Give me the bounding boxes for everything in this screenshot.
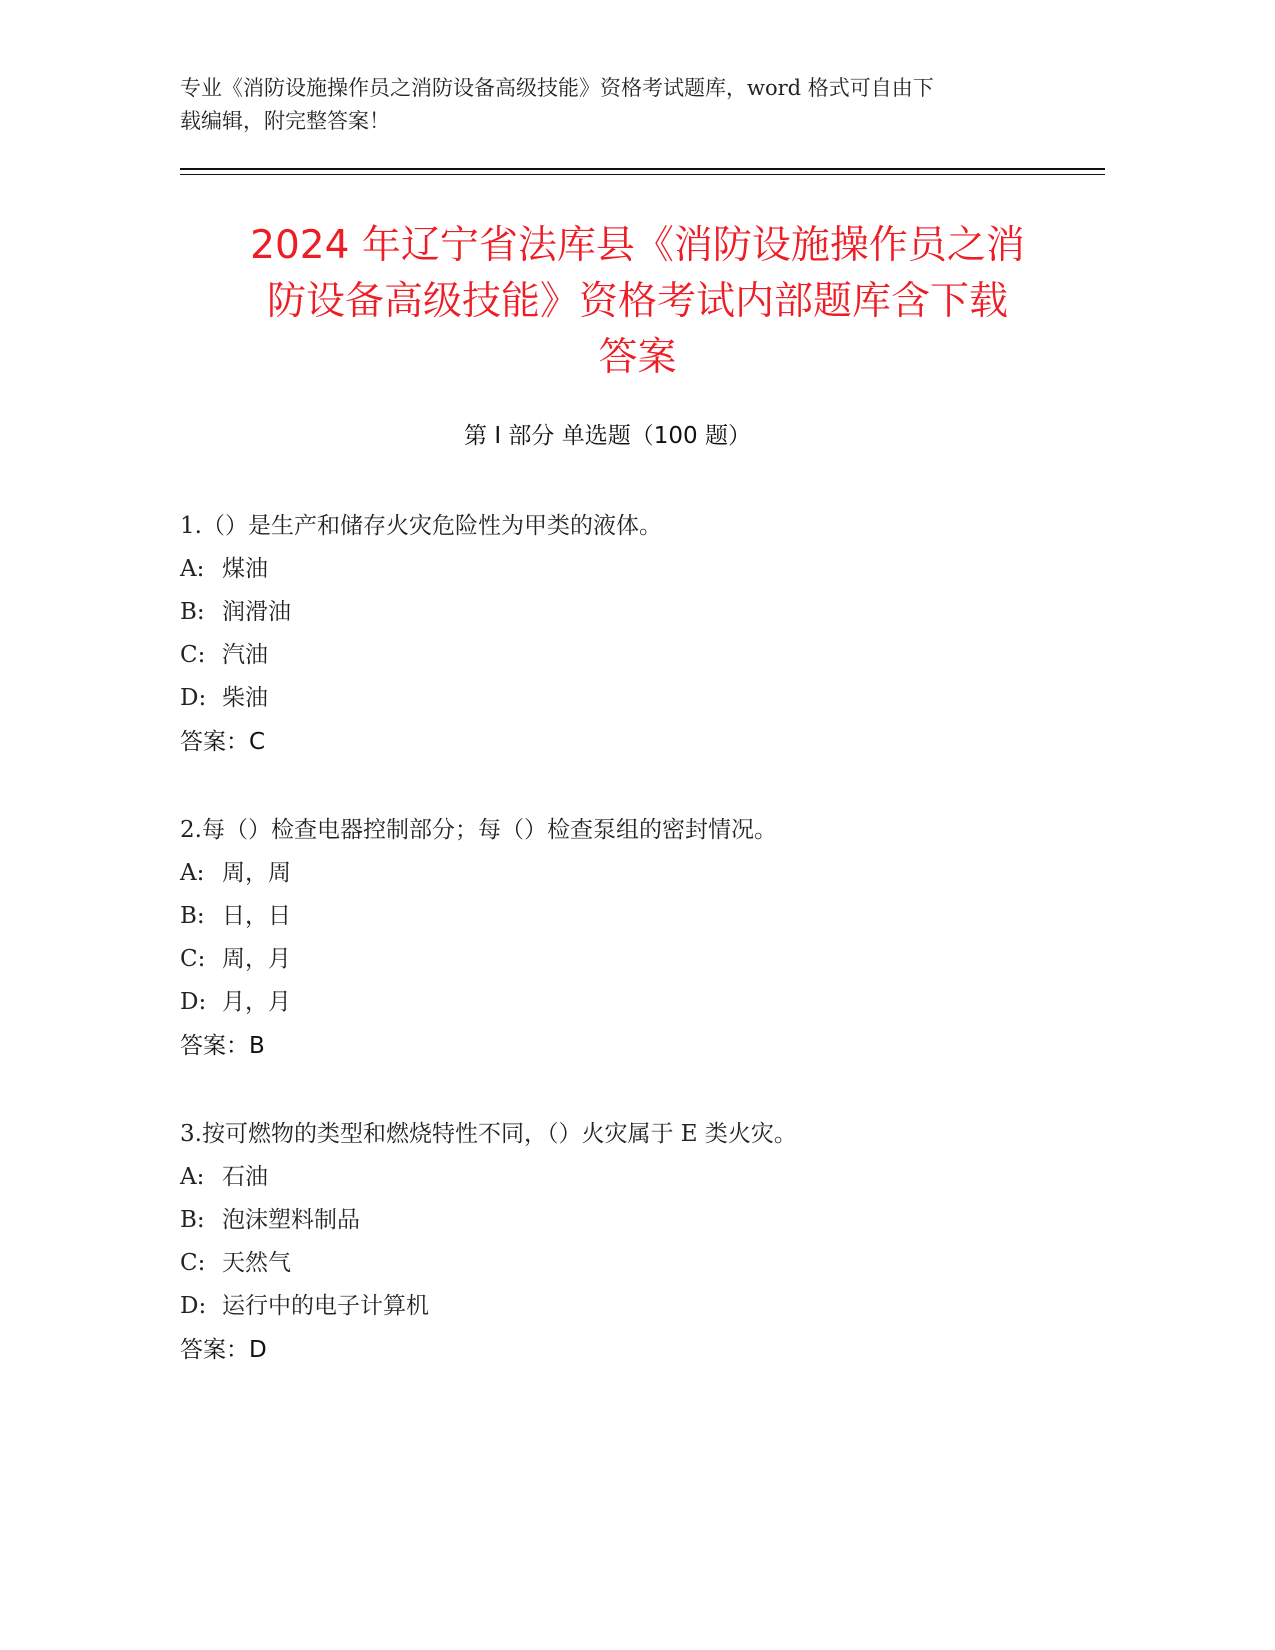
title-line-3: 答案: [598, 335, 677, 380]
option-key: A:: [180, 860, 205, 886]
option-key: B:: [180, 903, 205, 929]
option-text: 周，月: [222, 946, 291, 972]
answer: 答案：D: [180, 1337, 267, 1363]
option-key: D:: [180, 1293, 207, 1319]
option-key: D:: [180, 685, 207, 711]
option-text: 汽油: [222, 642, 268, 668]
option-key: A:: [180, 556, 205, 582]
document-title: [160, 218, 1115, 386]
question-1: [180, 504, 1080, 764]
option-text: 天然气: [222, 1250, 291, 1276]
option-key: C:: [180, 1250, 206, 1276]
option-text: 煤油: [222, 556, 268, 582]
option-text: 柴油: [222, 685, 268, 711]
question-list: [180, 504, 1080, 1372]
option-b: [180, 591, 1080, 634]
option-d: [180, 677, 1080, 720]
question-2: [180, 808, 1080, 1068]
option-text: 石油: [222, 1164, 268, 1190]
option-c: [180, 1242, 1080, 1285]
option-c: [180, 938, 1080, 981]
title-line-2: 防设备高级技能》资格考试内部题库含下载: [266, 279, 1008, 324]
option-key: D:: [180, 989, 207, 1015]
option-d: [180, 1285, 1080, 1328]
option-text: 运行中的电子计算机: [222, 1293, 429, 1319]
answer: 答案：C: [180, 729, 266, 755]
question-stem: 1.（）是生产和储存火灾危险性为甲类的液体。: [180, 513, 662, 539]
title-line-1: 2024 年辽宁省法库县《消防设施操作员之消: [250, 223, 1025, 268]
option-key: B:: [180, 1207, 205, 1233]
option-a: [180, 852, 1080, 895]
option-text: 月，月: [222, 989, 291, 1015]
answer: 答案：B: [180, 1033, 265, 1059]
header-note-line-2: 载编辑，附完整答案！: [180, 109, 390, 133]
header-note: [180, 72, 1040, 138]
option-key: C:: [180, 946, 206, 972]
option-a: [180, 548, 1080, 591]
option-key: A:: [180, 1164, 205, 1190]
option-b: [180, 895, 1080, 938]
section-heading: 第 I 部分 单选题（100 题）: [464, 423, 751, 449]
header-note-line-1: 专业《消防设施操作员之消防设备高级技能》资格考试题库，word 格式可自由下: [180, 76, 934, 100]
question-stem: 2.每（）检查电器控制部分；每（）检查泵组的密封情况。: [180, 817, 777, 843]
option-a: [180, 1156, 1080, 1199]
option-key: C:: [180, 642, 206, 668]
header-divider-thin: [180, 174, 1105, 175]
option-text: 润滑油: [222, 599, 291, 625]
option-text: 周，周: [222, 860, 291, 886]
option-key: B:: [180, 599, 205, 625]
option-c: [180, 634, 1080, 677]
header-divider-thick: [180, 168, 1105, 170]
option-b: [180, 1199, 1080, 1242]
question-stem: 3.按可燃物的类型和燃烧特性不同，（）火灾属于 E 类火灾。: [180, 1121, 797, 1147]
option-d: [180, 981, 1080, 1024]
question-3: [180, 1112, 1080, 1372]
option-text: 泡沫塑料制品: [222, 1207, 360, 1233]
option-text: 日，日: [222, 903, 291, 929]
